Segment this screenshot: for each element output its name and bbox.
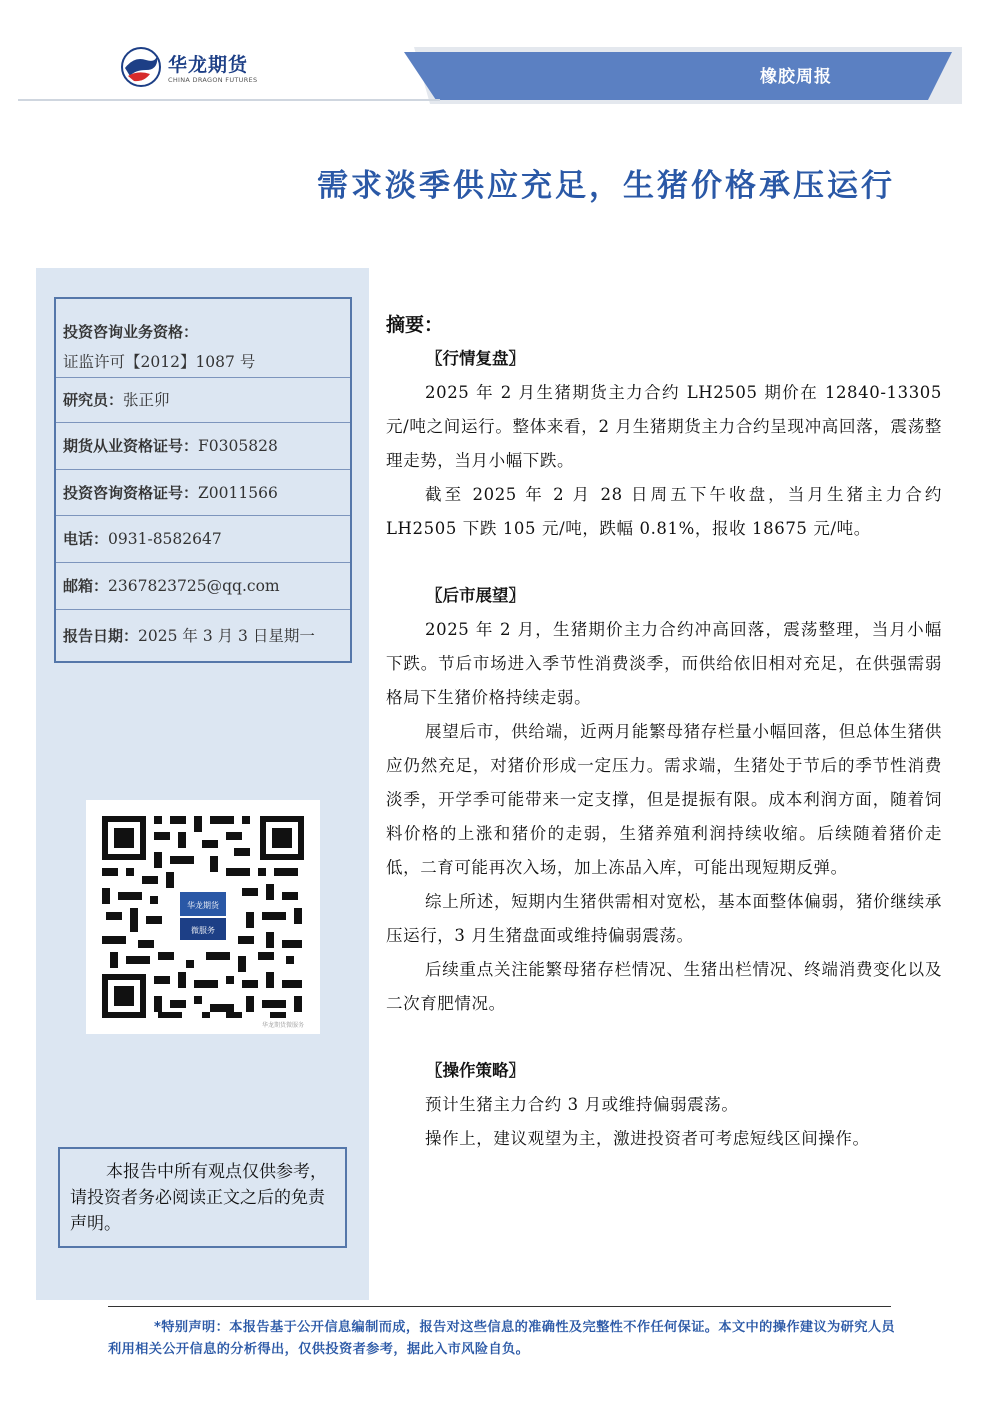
report-date-label: 报告日期： [63, 627, 139, 645]
market-review-paragraph-2: 截至 2025 年 2 月 28 日周五下午收盘，当月生猪主力合约 LH2505 下跌 105 元/吨，跌幅 0.81%，报收 18675 元/吨。 [386, 485, 942, 538]
footer-divider [108, 1306, 891, 1307]
report-date-row [56, 610, 350, 661]
qualification-value: 证监许可【2012】1087 号 [63, 353, 256, 371]
outlook-paragraph-2: 展望后市，供给端，近两月能繁母猪存栏量小幅回落，但总体生猪供应仍然充足，对猪价形成一定压力。需求端，生猪处于节后的季节性消费淡季，开学季可能带来一定支撑，但是提振有限。成本利润方面，随着饲料价格的上涨和猪价的走弱，生猪养殖利润持续收缩。后续随着猪价走低，二育可能再次入场，加上冻品入库，可能出现短期反弹。 [386, 722, 942, 877]
footer-statement: *特别声明：本报告基于公开信息编制而成，报告对这些信息的准确性及完整性不作任何保证。本文中的操作建议为研究人员利用相关公开信息的分析得出，仅供投资者参考，据此入市风险自负。 [108, 1320, 896, 1357]
advisory-cert-row [56, 470, 350, 516]
strategy-paragraph-1: 预计生猪主力合约 3 月或维持偏弱震荡。 [425, 1095, 739, 1114]
abstract-heading: 摘要： [386, 314, 444, 336]
advisory-cert-value: Z0011566 [198, 484, 278, 502]
futures-cert-row [56, 423, 350, 470]
qr-center-bottom-label: 微服务 [191, 926, 215, 935]
company-logo [120, 44, 260, 104]
researcher-label: 研究员： [63, 391, 124, 409]
email-row [56, 563, 350, 610]
section-strategy-title: 〖操作策略〗 [426, 1061, 525, 1080]
phone-row [56, 516, 350, 563]
section-outlook-title: 〖后市展望〗 [426, 586, 525, 605]
futures-cert-value: F0305828 [198, 437, 278, 455]
qr-code-icon[interactable] [86, 800, 320, 1034]
logo-text-cn: 华龙期货 [168, 54, 249, 76]
qr-caption: 华龙期货微服务 [262, 1022, 305, 1029]
dragon-logo-icon [120, 46, 162, 88]
advisory-cert-label: 投资咨询资格证号： [63, 484, 199, 502]
report-content [386, 310, 942, 1156]
report-type-label: 橡胶周报 [760, 67, 832, 87]
logo-text-en: CHINA DRAGON FUTURES [168, 76, 258, 84]
phone-label: 电话： [63, 530, 109, 548]
page-title: 需求淡季供应充足，生猪价格承压运行 [317, 168, 895, 204]
report-date-value: 2025 年 3 月 3 日星期一 [138, 627, 315, 645]
email-label: 邮箱： [63, 577, 109, 595]
phone-value: 0931-8582647 [108, 530, 222, 548]
researcher-value: 张正卯 [123, 391, 170, 409]
qr-code-card [86, 800, 320, 1034]
researcher-row [56, 378, 350, 423]
qualification-row [56, 299, 350, 378]
qualification-label: 投资咨询业务资格： [63, 323, 199, 341]
outlook-paragraph-4: 后续重点关注能繁母猪存栏情况、生猪出栏情况、终端消费变化以及二次育肥情况。 [386, 960, 942, 1013]
disclaimer-note: 本报告中所有观点仅供参考，请投资者务必阅读正文之后的免责声明。 [58, 1147, 347, 1248]
analyst-info-box [54, 297, 352, 663]
outlook-paragraph-1: 2025 年 2 月，生猪期价主力合约冲高回落，震荡整理，当月小幅下跌。节后市场进入季节性消费淡季，而供给依旧相对充足，在供强需弱格局下生猪价格持续走弱。 [386, 620, 942, 707]
futures-cert-label: 期货从业资格证号： [63, 437, 199, 455]
outlook-paragraph-3: 综上所述，短期内生猪供需相对宽松，基本面整体偏弱，猪价继续承压运行，3 月生猪盘面或维持偏弱震荡。 [386, 892, 942, 945]
email-value[interactable]: 2367823725@qq.com [108, 577, 280, 595]
strategy-paragraph-2: 操作上，建议观望为主，激进投资者可考虑短线区间操作。 [425, 1129, 870, 1148]
qr-center-top-label: 华龙期货 [187, 901, 219, 910]
section-market-review-title: 〖行情复盘〗 [426, 349, 525, 368]
market-review-paragraph-1: 2025 年 2 月生猪期货主力合约 LH2505 期价在 12840-13305 元/吨之间运行。整体来看，2 月生猪期货主力合约呈现冲高回落，震荡整理走势，当月小幅下跌。 [386, 383, 942, 470]
